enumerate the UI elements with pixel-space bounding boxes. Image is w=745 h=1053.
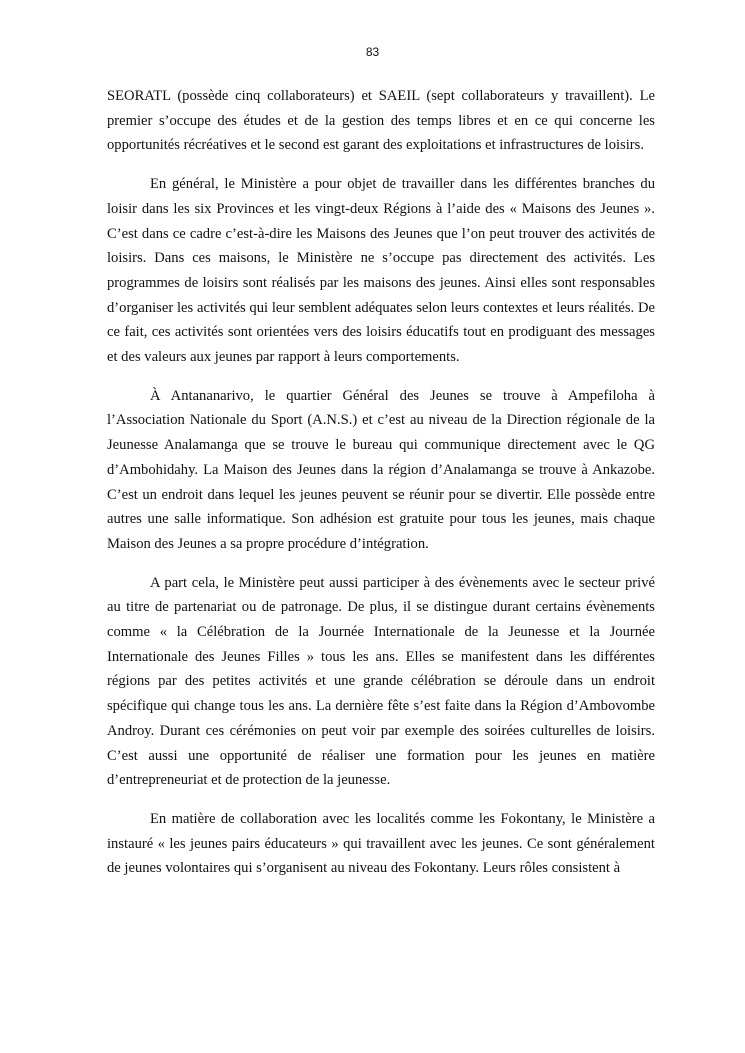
paragraph-continuation: SEORATL (possède cinq collaborateurs) et SAEIL (sept collaborateurs y travaillent). Le premier s’occupe des études et de la gestion des temps libres et en ce qui concerne les opportunités récréatives et le second est garant des exploitations et infrastructures de loisirs. bbox=[107, 88, 655, 154]
paragraph-ministere-loisirs: En général, le Ministère a pour objet de travailler dans les différentes branches du loisir dans les six Provinces et les vingt-deux Régions à l’aide des « Maisons des Jeunes ». C’est dans ce cadre c’est-à-dire les Maisons des Jeunes que l’on peut trouver des activités de loisirs. Dans ces maisons, le Ministère ne s’occupe pas directement des activités. Les programmes de loisirs sont réalisés par les maisons des jeunes. Ainsi elles sont responsables d’organiser les activités qui leur semblent adéquates selon leurs contextes et leurs réalités. De ce fait, ces activités sont orientées vers des loisirs éducatifs tout en prodiguant des messages et des valeurs aux jeunes par rapport à leurs comportements. bbox=[107, 176, 655, 366]
paragraph-fokontany: En matière de collaboration avec les localités comme les Fokontany, le Ministère a instauré « les jeunes pairs éducateurs » qui travaillent avec les jeunes. Ce sont généralement de jeunes volontaires qui s’organisent au niveau des Fokontany. Leurs rôles consistent à bbox=[107, 810, 655, 877]
paragraph-evenements: A part cela, le Ministère peut aussi participer à des évènements avec le secteur privé au titre de partenariat ou de patronage. De plus, il se distingue durant certains évènements comme « la Célébration de la Journée Internationale de la Jeunesse et la Journée Internationale des Jeunes Filles » tous les ans. Elles se manifestent dans les différentes régions par des petites activités et une grande célébration se déroule dans un endroit spécifique qui change tous les ans. La dernière fête s’est faite dans la Région d’Ambovombe Androy. Durant ces cérémonies on peut voir par exemple des soirées culturelles de loisirs. C’est aussi une opportunité de réaliser une formation pour les jeunes en matière d’entrepreneuriat et de protection de la jeunesse. bbox=[107, 574, 655, 789]
paragraph-antananarivo: À Antananarivo, le quartier Général des Jeunes se trouve à Ampefiloha à l’Association Nationale du Sport (A.N.S.) et c’est au niveau de la Direction régionale de la Jeunesse Analamanga que se trouve le bureau qui communique directement avec le QG d’Ambohidahy. La Maison des Jeunes dans la région d’Analamanga se trouve à Ankazobe. C’est un endroit dans lequel les jeunes peuvent se réunir pour se divertir. Elle possède entre autres une salle informatique. Son adhésion est gratuite pour tous les jeunes, mais chaque Maison des Jeunes a sa propre procédure d’intégration. bbox=[107, 387, 655, 552]
document-body bbox=[107, 84, 655, 895]
page-number: 83 bbox=[365, 45, 380, 59]
